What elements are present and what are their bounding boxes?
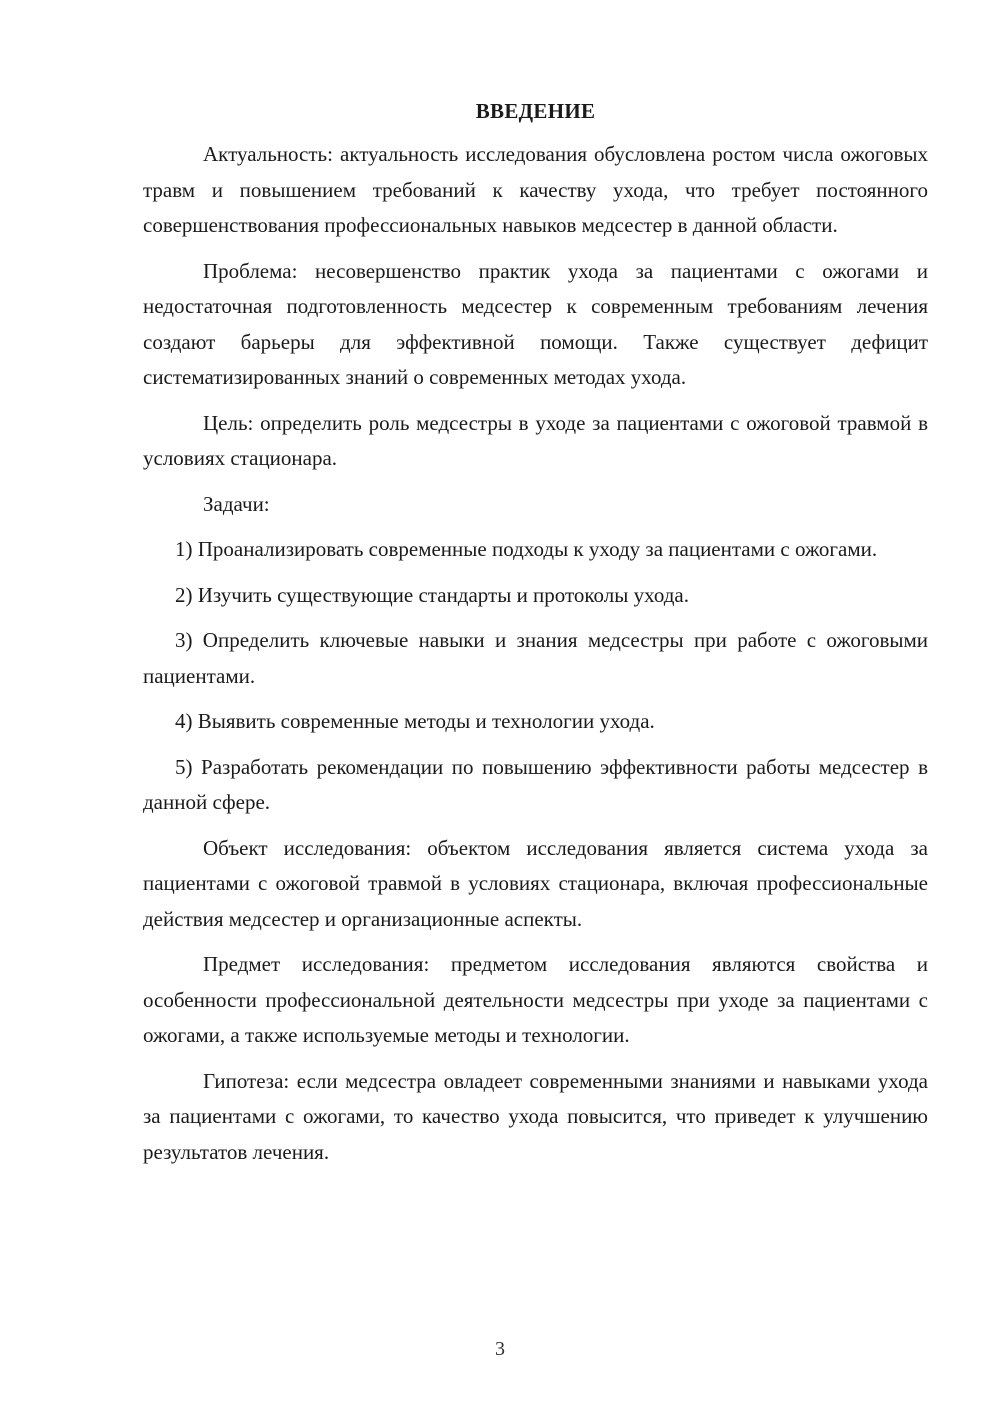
paragraph-goal: Цель: определить роль медсестры в уходе за пациентами с ожоговой травмой в условиях стационара. <box>143 410 928 470</box>
task-item-2: 2) Изучить существующие стандарты и протоколы ухода. <box>175 582 689 607</box>
paragraph-tasks-heading: Задачи: <box>203 491 270 516</box>
task-item-1: 1) Проанализировать современные подходы к уходу за пациентами с ожогами. <box>175 537 878 561</box>
paragraph-object: Объект исследования: объектом исследования является система ухода за пациентами с ожоговой травмой в условиях стационара, включая профессиональные действия медсестер и организационные аспекты. <box>143 835 928 931</box>
section-title: ВВЕДЕНИЕ <box>475 99 596 123</box>
task-item-3: 3) Определить ключевые навыки и знания медсестры при работе с ожоговыми пациентами. <box>143 628 928 688</box>
paragraph-problem: Проблема: несовершенство практик ухода за пациентами с ожогами и недостаточная подготовленность медсестер к современным требованиям лечения создают барьеры для эффективной помощи. Также существует дефицит систематизированных знаний о современных методах ухода. <box>143 258 928 389</box>
paragraph-relevance: Актуальность: актуальность исследования обусловлена ростом числа ожоговых травм и повышением требований к качеству ухода, что требует постоянного совершенствования профессиональных навыков медсестер в данной области. <box>143 142 928 237</box>
paragraph-hypothesis: Гипотеза: если медсестра овладеет современными знаниями и навыками ухода за пациентами с ожогами, то качество ухода повысится, что приведет к улучшению результатов лечения. <box>143 1068 928 1164</box>
paragraph-subject: Предмет исследования: предметом исследования являются свойства и особенности профессиональной деятельности медсестры при уходе за пациентами с ожогами, а также используемые методы и технологии. <box>143 952 928 1047</box>
task-item-5: 5) Разработать рекомендации по повышению эффективности работы медсестер в данной сфере. <box>143 754 928 814</box>
page-number: 3 <box>495 1338 505 1360</box>
task-item-4: 4) Выявить современные методы и технологии ухода. <box>175 709 655 733</box>
document-page <box>143 96 928 1180</box>
